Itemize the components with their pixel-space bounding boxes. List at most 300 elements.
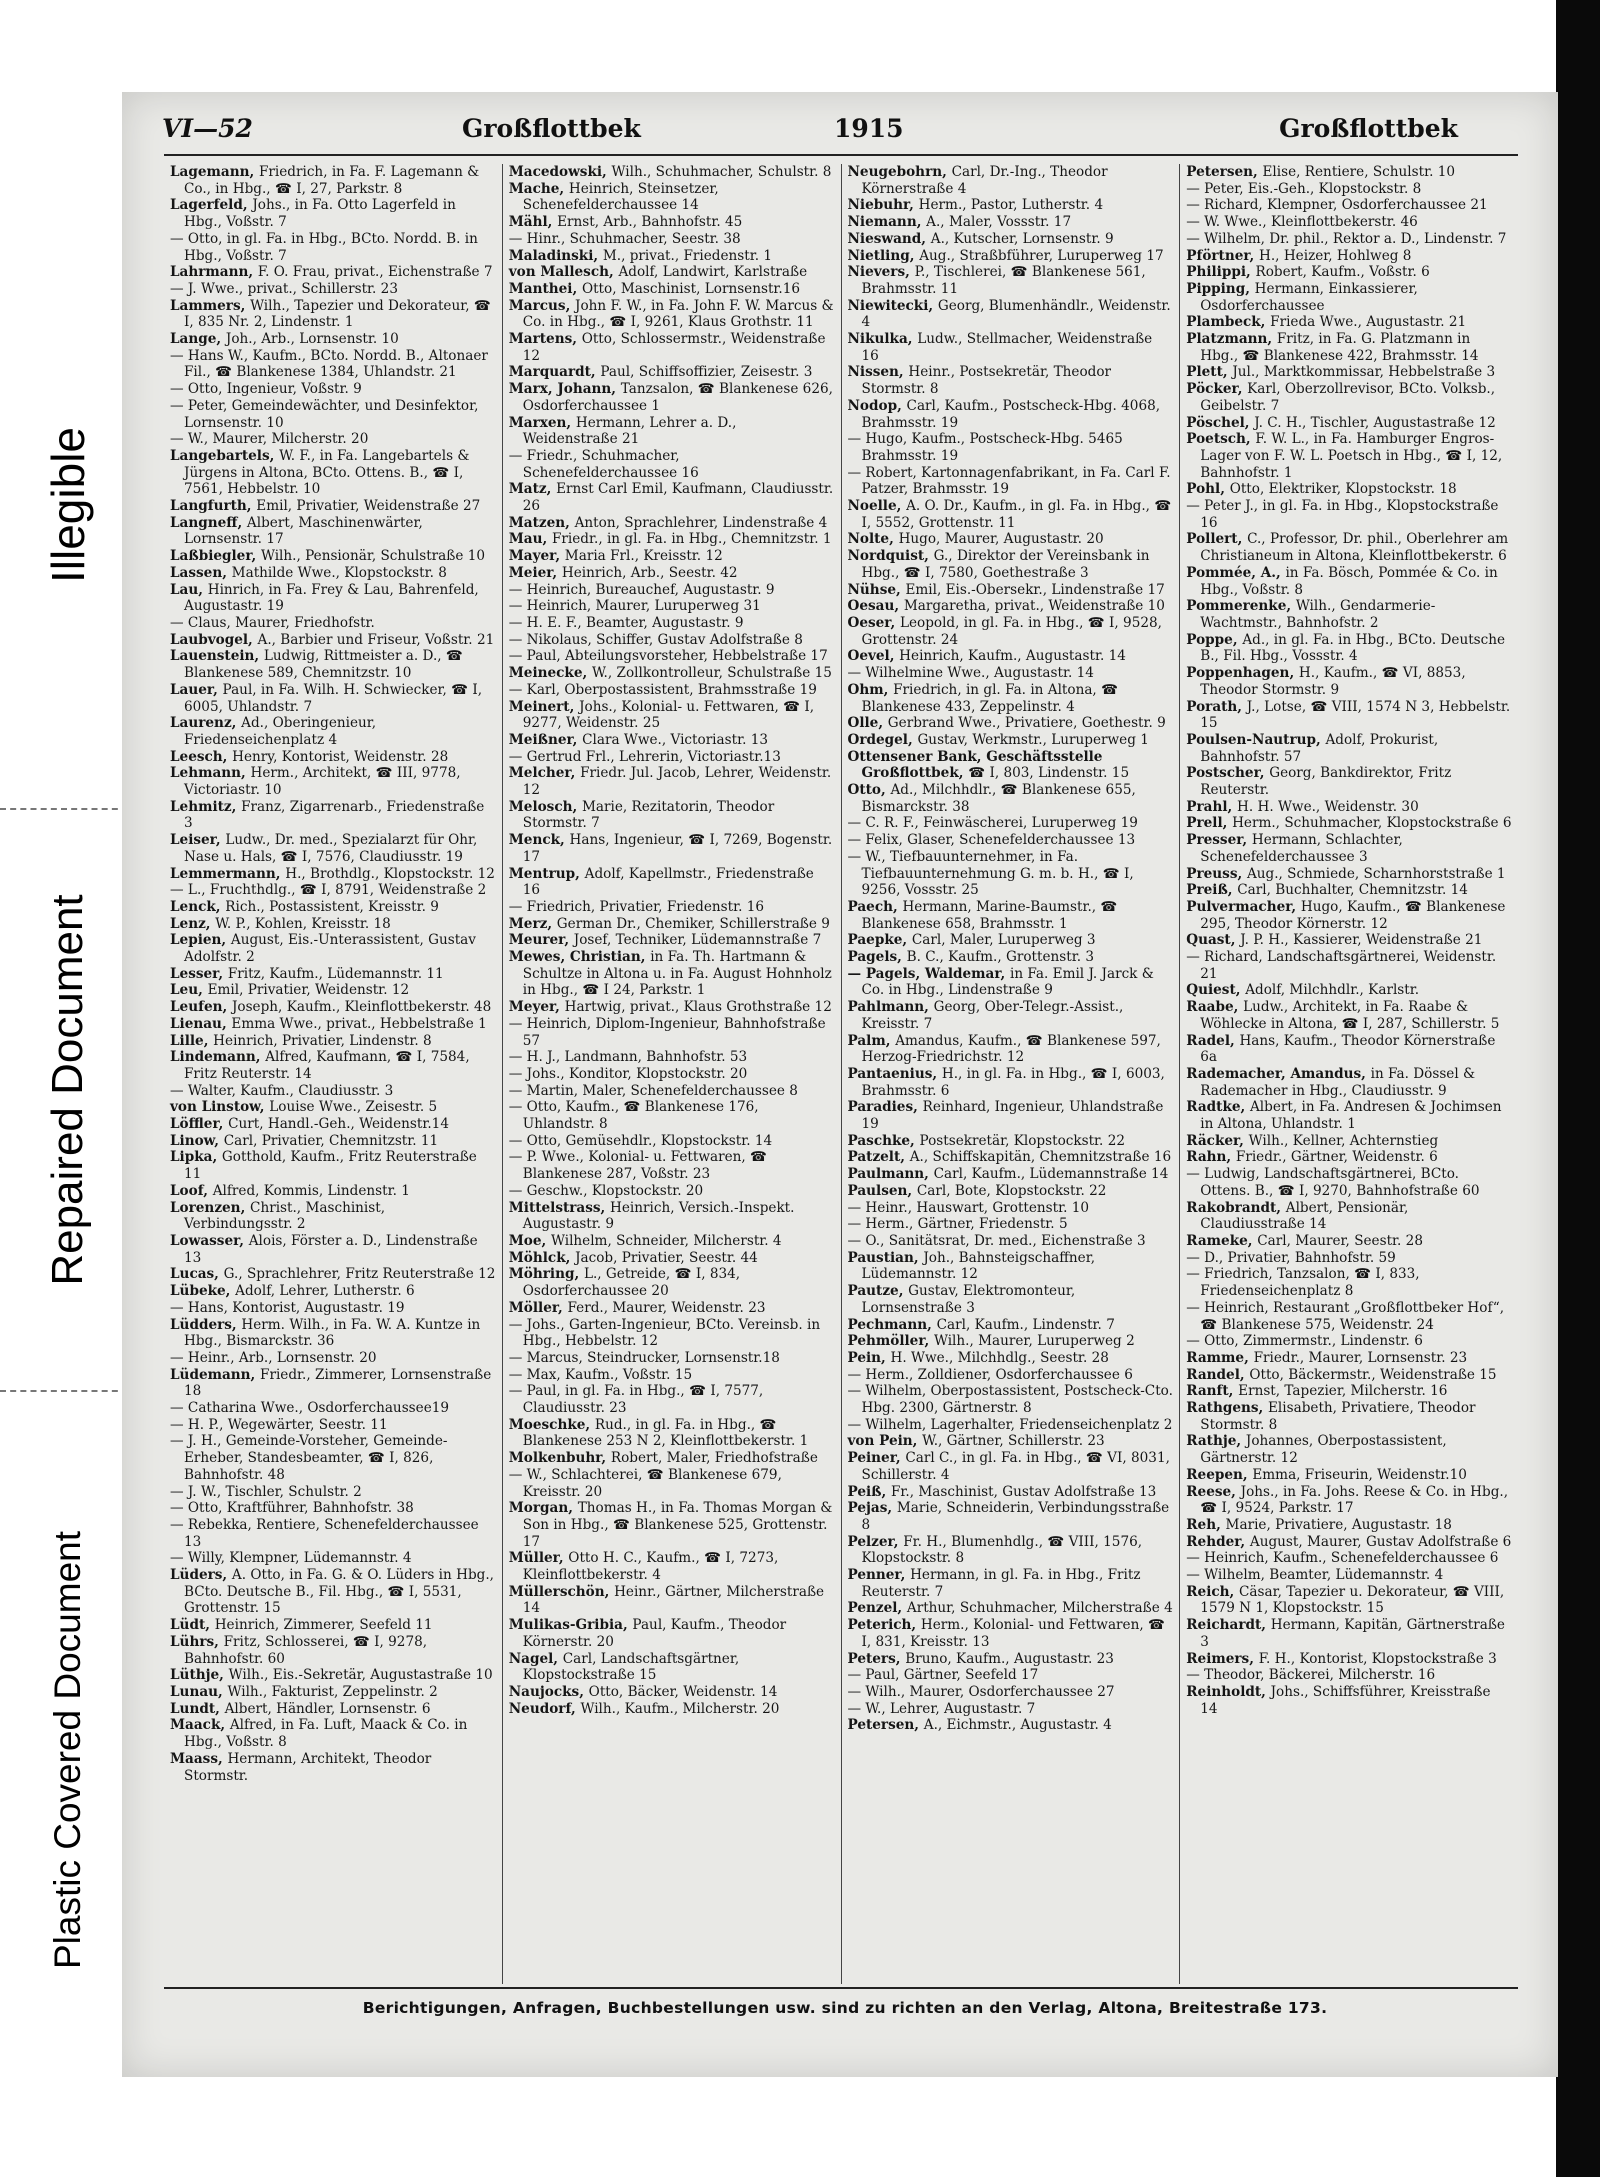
directory-entry (509, 1651, 835, 1684)
entry-name: von Pein, (847, 1433, 923, 1450)
entry-details: — Nikolaus, Schiffer, Gustav Adolfstraße 8 (508, 631, 803, 648)
entry-details: Alfred, in Fa. Luft, Maack & Co. in Hbg., Voßstr. 8 (184, 1717, 468, 1751)
entry-name: Pantaenius, (847, 1065, 942, 1082)
directory-entry (848, 465, 1174, 498)
directory-entry (509, 1383, 835, 1416)
entry-details: Heinrich, Privatier, Lindenstr. 8 (213, 1032, 432, 1049)
entry-name: Lundt, (170, 1700, 225, 1717)
entry-name: Lauer, (170, 681, 223, 698)
directory-entry (1186, 264, 1512, 281)
entry-details: — Otto, Kraftführer, Bahnhofstr. 38 (170, 1500, 414, 1517)
publisher-footer-note: Berichtigungen, Anfragen, Buchbestellungen usw. sind zu richten an den Verlag, Altona, Breitestraße 173. (362, 1999, 1328, 2017)
directory-entry (170, 231, 496, 264)
entry-details: A., Kutscher, Lornsenstr. 9 (930, 230, 1114, 247)
entry-name: Meurer, (508, 932, 574, 949)
directory-entry (170, 1183, 496, 1200)
directory-entry (848, 899, 1174, 932)
entry-name: Lille, (170, 1032, 214, 1049)
entry-details: Hans, Ingenieur, ☎ I, 7269, Bogenstr. 17 (522, 832, 833, 865)
entry-details: Marie, Privatiere, Augustastr. 18 (1225, 1516, 1452, 1533)
entry-name: Nietling, (847, 247, 920, 264)
entry-name: Rathje, (1186, 1433, 1246, 1450)
directory-entry (509, 1300, 835, 1317)
entry-details: Friedrich, in gl. Fa. in Altona, ☎ Blankenese 433, Zeppelinstr. 4 (861, 681, 1118, 715)
entry-name: Reese, (1186, 1483, 1241, 1500)
entry-details: — Wilhelm, Oberpostassistent, Postscheck-Cto. Hbg. 2300, Gärtnerstr. 8 (847, 1383, 1173, 1417)
entry-details: — Paul, in gl. Fa. in Hbg., ☎ I, 7577, Claudiusstr. 23 (508, 1383, 764, 1417)
entry-details: Ernst, Arb., Bahnhofstr. 45 (557, 214, 743, 231)
directory-entry (848, 1216, 1174, 1233)
entry-details: August, Maurer, Gustav Adolfstraße 6 (1249, 1533, 1512, 1550)
directory-entry (848, 1417, 1174, 1434)
entry-name: Ohm, (847, 681, 894, 698)
directory-entry (1186, 932, 1512, 949)
entry-details: Georg, Ober-Telegr.-Assist., Kreisstr. 7 (861, 999, 1124, 1032)
directory-entry (509, 1016, 835, 1049)
entry-details: — Hugo, Kaufm., Postscheck-Hbg. 5465 Brahmsstr. 19 (847, 431, 1123, 464)
directory-entry (170, 1016, 496, 1033)
directory-entry (170, 1283, 496, 1300)
directory-entry (509, 1266, 835, 1299)
directory-entry (170, 281, 496, 298)
entry-details: Adolf, Kapellmstr., Friedenstraße 16 (522, 865, 814, 899)
entry-name: Pechmann, (847, 1316, 937, 1333)
directory-entry (1186, 531, 1512, 564)
entry-details: Marie, Schneiderin, Verbindungsstraße 8 (861, 1500, 1170, 1533)
entry-details: ☎ I, 803, Lindenstr. 15 (968, 765, 1130, 782)
entry-details: — O., Sanitätsrat, Dr. med., Eichenstraße 3 (847, 1233, 1146, 1249)
entry-details: Hermann, in gl. Fa. in Hbg., Fritz Reuterstr. 7 (861, 1567, 1141, 1600)
entry-details: — Richard, Landschaftsgärtnerei, Weidenstr. 21 (1186, 949, 1497, 982)
directory-entry (170, 1049, 496, 1082)
directory-entry (509, 1367, 835, 1384)
directory-entry (848, 1283, 1174, 1316)
directory-entry (509, 181, 835, 214)
entry-name: Nolte, (847, 531, 899, 548)
directory-entry (848, 999, 1174, 1032)
entry-name: Meier, (508, 564, 562, 581)
entry-name: Lowasser, (170, 1233, 249, 1249)
directory-entry (170, 715, 496, 748)
entry-details: Friedr., in gl. Fa. in Hbg., Chemnitzstr. 1 (551, 531, 832, 548)
entry-name: Presser, (1186, 832, 1252, 849)
directory-entry (509, 582, 835, 599)
entry-details: — Friedrich, Tanzsalon, ☎ I, 833, Friedenseichenplatz 8 (1186, 1266, 1420, 1300)
entry-details: Ad., Milchhdlr., ☎ Blankenese 655, Bismarckstr. 38 (861, 782, 1136, 815)
directory-entry (848, 582, 1174, 599)
directory-entry (1186, 1383, 1512, 1400)
entry-details: Otto, Maschinist, Lornsenstr.16 (581, 280, 801, 297)
entry-details: Johs., Schiffsführer, Kreisstraße 14 (1200, 1683, 1491, 1717)
entry-details: Jul., Marktkommissar, Hebbelstraße 3 (1232, 364, 1496, 381)
directory-entry (848, 1500, 1174, 1533)
entry-name: Mähl, (508, 214, 558, 231)
directory-entry (848, 1600, 1174, 1617)
entry-name: Marxen, (508, 414, 576, 431)
directory-entry (170, 1517, 496, 1550)
entry-details: Wilh., Schuhmacher, Schulstr. 8 (611, 164, 832, 180)
entry-name: Lenck, (170, 898, 226, 915)
label-illegible: Illegible (42, 427, 94, 583)
entry-details: — Wilh., Maurer, Osdorferchaussee 27 (847, 1683, 1115, 1700)
directory-entry (848, 498, 1174, 531)
entry-details: H., Brothdlg., Klopstockstr. 12 (285, 865, 495, 882)
directory-entry (509, 632, 835, 649)
directory-entry (509, 832, 835, 865)
entry-details: Gustav, Werkmstr., Luruperweg 1 (917, 731, 1149, 748)
directory-entry (509, 1617, 835, 1650)
entry-name: Poetsch, (1186, 431, 1256, 448)
entry-details: — Peter J., in gl. Fa. in Hbg., Klopstockstraße 16 (1186, 498, 1499, 531)
entry-details: J., Lotse, ☎ VIII, 1574 N 3, Hebbelstr. 15 (1200, 698, 1511, 732)
entry-name: Merz, (508, 915, 557, 932)
directory-entry (1186, 1667, 1512, 1684)
entry-details: — Claus, Maurer, Friedhofstr. (170, 614, 375, 631)
directory-entry (509, 448, 835, 481)
entry-name: Räcker, (1186, 1132, 1249, 1149)
directory-entry (1186, 164, 1512, 181)
entry-name: Pommée, A., (1186, 564, 1286, 581)
directory-entry (509, 932, 835, 949)
header-right-title: Großflottbek (1279, 114, 1458, 143)
directory-entry (509, 615, 835, 632)
entry-details: Ludwig, Rittmeister a. D., ☎ Blankenese 589, Chemnitzstr. 10 (184, 648, 463, 682)
entry-name: Ottensener Bank, Geschäftsstelle Großflottbek, (847, 748, 1103, 782)
directory-entry (848, 849, 1174, 899)
entry-name: Lahrmann, (170, 264, 258, 281)
entry-name: Möhlck, (508, 1249, 576, 1266)
directory-entry (1186, 1166, 1512, 1199)
directory-entry (509, 381, 835, 414)
entry-details: Thomas H., in Fa. Thomas Morgan & Son in Hbg., ☎ Blankenese 525, Grottenstr. 17 (522, 1500, 833, 1550)
entry-details: — L., Fruchthdlg., ☎ I, 8791, Weidenstraße 2 (170, 882, 487, 899)
entry-details: Georg, Bankdirektor, Fritz Reuterstr. (1200, 765, 1452, 799)
entry-name: Rathgens, (1186, 1400, 1268, 1417)
entry-details: Hermann, Schlachter, Schenefelderchaussee 3 (1200, 832, 1403, 865)
entry-name: Menck, (508, 832, 570, 849)
directory-entry (848, 1350, 1174, 1367)
directory-entry (170, 1116, 496, 1133)
directory-entry (1186, 1617, 1512, 1650)
entry-details: — Johs., Garten-Ingenieur, BCto. Vereinsb. in Hbg., Hebbelstr. 12 (508, 1316, 821, 1350)
entry-details: August, Eis.-Unterassistent, Gustav Adolfstr. 2 (184, 932, 476, 966)
entry-details: Carl, Privatier, Chemnitzstr. 11 (223, 1132, 439, 1149)
directory-entry (509, 1550, 835, 1583)
entry-name: Lemmermann, (170, 865, 286, 882)
entry-name: Mau, (508, 531, 552, 548)
directory-entry (848, 1033, 1174, 1066)
entry-details: Emil, Eis.-Obersekr., Lindenstraße 17 (905, 581, 1165, 598)
directory-entry (1186, 832, 1512, 865)
directory-entry (170, 1400, 496, 1417)
entry-name: Langneff, (170, 514, 247, 531)
directory-entry (848, 264, 1174, 297)
entry-details: — Geschw., Klopstockstr. 20 (508, 1182, 704, 1199)
entry-name: Oesau, (847, 598, 904, 615)
directory-entry (1186, 632, 1512, 665)
entry-details: Georg, Blumenhändlr., Weidenstr. 4 (861, 297, 1171, 331)
directory-entry (1186, 1517, 1512, 1534)
entry-name: Niemann, (847, 214, 927, 231)
entry-name: Petersen, (1186, 164, 1263, 180)
entry-details: J. P. H., Kassierer, Weidenstraße 21 (1240, 932, 1483, 949)
entry-details: — Heinr., Hauswart, Grottenstr. 10 (847, 1199, 1090, 1216)
directory-entry (1186, 982, 1512, 999)
entry-details: — Paul, Abteilungsvorsteher, Hebbelstraße 17 (508, 648, 828, 665)
directory-entry (848, 1099, 1174, 1132)
entry-details: F. W. L., in Fa. Hamburger Engros-Lager von F. W. L. Poetsch in Hbg., ☎ I, 12, Bahnhofstr. 1 (1200, 431, 1503, 481)
entry-details: Herm., Kolonial- und Fettwaren, ☎ I, 831, Kreisstr. 13 (861, 1617, 1165, 1650)
directory-entry (848, 782, 1174, 815)
entry-name: Linow, (170, 1132, 224, 1149)
directory-entry (1186, 1066, 1512, 1099)
directory-entry (170, 1717, 496, 1750)
directory-entry (1186, 1233, 1512, 1250)
directory-entry (848, 364, 1174, 397)
entry-name: Marquardt, (508, 364, 601, 381)
entry-details: Gustav, Elektromonteur, Lornsenstraße 3 (861, 1283, 1076, 1316)
footer-rule (164, 1987, 1518, 1989)
entry-details: A., Maler, Vossstr. 17 (926, 214, 1072, 231)
entry-details: Adolf, Landwirt, Karlstraße (618, 264, 808, 281)
label-plastic-covered-document: Plastic Covered Document (47, 1530, 88, 1970)
entry-name: Paustian, (847, 1249, 924, 1266)
directory-entry (1186, 1651, 1512, 1668)
entry-details: Fr. H., Blumenhdlg., ☎ VIII, 1576, Klopstockstr. 8 (861, 1533, 1143, 1567)
entry-details: — Herm., Zolldiener, Osdorferchaussee 6 (847, 1366, 1133, 1383)
directory-entry (170, 498, 496, 515)
directory-entry (170, 899, 496, 916)
entry-details: — Marcus, Steindrucker, Lornsenstr.18 (508, 1349, 780, 1366)
entry-details: — J. W., Tischler, Schulstr. 2 (170, 1483, 362, 1500)
directory-entry (170, 882, 496, 899)
entry-name: Prell, (1186, 815, 1233, 832)
entry-details: in Fa. Bösch, Pommée & Co. in Hbg., Voßstr. 8 (1200, 564, 1498, 598)
entry-details: Aug., Schmiede, Scharnhorststraße 1 (1246, 865, 1506, 882)
directory-entry (509, 231, 835, 248)
entry-details: Rich., Postassistent, Kreisstr. 9 (225, 898, 439, 915)
entry-details: Frieda Wwe., Augustastr. 21 (1270, 314, 1467, 331)
entry-name: Peterich, (847, 1617, 921, 1634)
entry-details: Otto, Schlossermstr., Weidenstraße 12 (522, 331, 826, 364)
directory-entry (848, 331, 1174, 364)
directory-entry (509, 866, 835, 899)
directory-entry (1186, 1099, 1512, 1132)
entry-details: Carl, Maurer, Seestr. 28 (1257, 1233, 1423, 1249)
entry-name: Matzen, (508, 514, 575, 531)
divider-dashed (0, 1390, 128, 1392)
directory-entry (509, 749, 835, 766)
directory-entry (509, 214, 835, 231)
directory-entry (170, 648, 496, 681)
directory-entry (170, 1033, 496, 1050)
directory-entry (170, 1417, 496, 1434)
directory-entry (848, 548, 1174, 581)
entry-name: Lauenstein, (170, 648, 264, 665)
entry-name: Preuss, (1186, 865, 1247, 882)
directory-entry (509, 598, 835, 615)
entry-details: Paul, Kaufm., Theodor Körnerstr. 20 (522, 1617, 787, 1650)
entry-name: Meyer, (508, 999, 565, 1016)
entry-name: Lübeke, (170, 1283, 236, 1300)
entry-details: — Heinrich, Bureauchef, Augustastr. 9 (508, 581, 775, 598)
directory-entry (170, 164, 496, 197)
entry-details: — Otto, Gemüsehdlr., Klopstockstr. 14 (508, 1132, 773, 1149)
directory-entry (1186, 331, 1512, 364)
directory-entry (848, 197, 1174, 214)
entry-details: Anton, Sprachlehrer, Lindenstraße 4 (574, 514, 828, 531)
entry-name: Pehmöller, (847, 1333, 934, 1350)
entry-details: Hermann, Marine-Baumstr., ☎ Blankenese 658, Brahmsstr. 1 (861, 898, 1118, 932)
entry-details: — Heinrich, Kaufm., Schenefelderchaussee 6 (1186, 1550, 1499, 1567)
directory-entry (170, 999, 496, 1016)
entry-details: Maria Frl., Kreisstr. 12 (564, 548, 723, 565)
entry-name: Reimers, (1186, 1650, 1259, 1667)
entry-name: Paech, (847, 898, 903, 915)
entry-details: Christ., Maschinist, Verbindungsstr. 2 (184, 1199, 386, 1233)
entry-details: Johs., in Fa. Johs. Reese & Co. in Hbg., ☎ I, 9524, Parkstr. 17 (1200, 1483, 1509, 1517)
directory-entry (1186, 1300, 1512, 1333)
directory-entry (848, 1317, 1174, 1334)
entry-details: — Theodor, Bäckerei, Milcherstr. 16 (1186, 1667, 1436, 1684)
entry-name: Quast, (1186, 932, 1241, 949)
directory-column-4 (1180, 164, 1518, 1984)
entry-details: Mathilde Wwe., Klopstockstr. 8 (231, 564, 447, 581)
entry-details: Heinr., Gärtner, Milcherstraße 14 (522, 1583, 825, 1617)
directory-entry (509, 298, 835, 331)
directory-entry (848, 1183, 1174, 1200)
entry-details: Franz, Zigarrenarb., Friedenstraße 3 (184, 798, 485, 832)
entry-details: John F. W., in Fa. John F. W. Marcus & Co. in Hbg., ☎ I, 9261, Klaus Grothstr. 11 (522, 297, 834, 331)
directory-entry (170, 398, 496, 431)
entry-details: Arthur, Schuhmacher, Milcherstraße 4 (906, 1600, 1173, 1617)
entry-name: Pahlmann, (847, 999, 934, 1016)
entry-name: Noelle, (847, 498, 907, 515)
entry-name: Penner, (847, 1567, 911, 1584)
directory-entry (848, 1333, 1174, 1350)
entry-name: Lehmitz, (170, 798, 242, 815)
entry-details: — Johs., Konditor, Klopstockstr. 20 (508, 1065, 748, 1082)
entry-name: Rakobrandt, (1186, 1199, 1286, 1216)
entry-name: Lagerfeld, (170, 197, 253, 214)
directory-entry (1186, 1250, 1512, 1267)
entry-details: Ludw., Stellmacher, Weidenstraße 16 (861, 331, 1153, 364)
entry-details: Heinrich, Arb., Seestr. 42 (561, 564, 738, 581)
entry-name: Pagels, (847, 949, 907, 966)
entry-details: — Gertrud Frl., Lehrerin, Victoriastr.13 (508, 748, 781, 765)
entry-name: Laurenz, (170, 715, 242, 732)
entry-name: Pohl, (1186, 481, 1230, 498)
directory-entry (848, 1617, 1174, 1650)
directory-entry (509, 899, 835, 916)
entry-name: Melosch, (508, 798, 582, 815)
entry-name: Radtke, (1186, 1099, 1250, 1116)
entry-name: Plambeck, (1186, 314, 1271, 331)
directory-entry (1186, 799, 1512, 816)
directory-entry (1186, 765, 1512, 798)
entry-details: — Herm., Gärtner, Friedenstr. 5 (847, 1216, 1068, 1233)
entry-details: Paul, Schiffsoffizier, Zeisestr. 3 (600, 364, 813, 381)
entry-name: Marcus, (508, 297, 576, 314)
entry-details: Friedr. Jul. Jacob, Lehrer, Weidenstr. 12 (522, 765, 832, 799)
directory-entry (848, 932, 1174, 949)
directory-entry (509, 565, 835, 582)
entry-details: Otto, Elektriker, Klopstockstr. 18 (1229, 481, 1457, 498)
entry-details: — P. Wwe., Kolonial- u. Fettwaren, ☎ Blankenese 287, Voßstr. 23 (508, 1149, 767, 1183)
entry-details: G., Direktor der Vereinsbank in Hbg., ☎ I, 7580, Goethestraße 3 (861, 548, 1150, 581)
directory-entry (848, 1701, 1174, 1718)
entry-name: Rademacher, Amandus, (1186, 1065, 1371, 1082)
directory-entry (509, 415, 835, 448)
directory-entry (848, 1250, 1174, 1283)
entry-details: Heinrich, Zimmerer, Seefeld 11 (214, 1617, 433, 1634)
entry-name: Lepien, (170, 932, 231, 949)
directory-entry (1186, 1484, 1512, 1517)
entry-name: Lüdt, (170, 1617, 215, 1634)
entry-details: Carl, Dr.-Ing., Theodor Körnerstraße 4 (861, 164, 1108, 197)
entry-name: Martens, (508, 331, 582, 348)
entry-details: — Catharina Wwe., Osdorferchaussee19 (170, 1400, 450, 1417)
entry-name: Poppenhagen, (1186, 665, 1299, 682)
entry-details: Hans, Kaufm., Theodor Körnerstraße 6a (1200, 1032, 1496, 1066)
entry-details: Marie, Rezitatorin, Theodor Stormstr. 7 (522, 798, 775, 832)
entry-details: Johs., Kolonial- u. Fettwaren, ☎ I, 9277, Weidenstr. 25 (522, 698, 815, 732)
entry-name: Möhring, (508, 1266, 584, 1283)
entry-name: Nodop, (847, 397, 907, 414)
entry-name: Leu, (170, 982, 208, 999)
directory-entry (1186, 1400, 1512, 1433)
directory-entry (848, 615, 1174, 648)
directory-column-2 (503, 164, 842, 1984)
entry-name: Reich, (1186, 1583, 1239, 1600)
directory-entry (848, 715, 1174, 732)
entry-name: Nagel, (508, 1650, 563, 1667)
entry-details: — Martin, Maler, Schenefelderchaussee 8 (508, 1082, 798, 1099)
entry-details: Wilh., Gendarmerie-Wachtmstr., Bahnhofstr. 2 (1200, 598, 1436, 631)
entry-name: Macedowski, (508, 164, 612, 180)
directory-entry (509, 1317, 835, 1350)
entry-details: — W., Lehrer, Augustastr. 7 (847, 1700, 1036, 1717)
entry-details: Otto, Bäckermstr., Weidenstraße 15 (1249, 1366, 1497, 1383)
directory-entry (509, 799, 835, 832)
entry-name: Lange, (170, 331, 226, 348)
entry-name: Petersen, (847, 1717, 924, 1734)
directory-entry (170, 1751, 496, 1784)
entry-name: Ordegel, (847, 731, 918, 748)
entry-name: Löffler, (170, 1116, 229, 1133)
entry-name: Peters, (847, 1650, 906, 1667)
entry-details: Fritz, in Fa. G. Platzmann in Hbg., ☎ Blankenese 422, Brahmsstr. 14 (1200, 331, 1479, 364)
directory-entry (170, 749, 496, 766)
directory-entry (1186, 1584, 1512, 1617)
directory-entry (509, 481, 835, 514)
entry-name: Pollert, (1186, 531, 1248, 548)
entry-details: German Dr., Chemiker, Schillerstraße 9 (556, 915, 830, 932)
entry-details: Adolf, Lehrer, Lutherstr. 6 (235, 1283, 415, 1300)
entry-name: Lüders, (170, 1567, 232, 1584)
directory-entry (848, 598, 1174, 615)
directory-entry (509, 1233, 835, 1250)
directory-entry (1186, 1350, 1512, 1367)
entry-details: — Willy, Klempner, Lüdemannstr. 4 (170, 1550, 412, 1567)
entry-name: Reichardt, (1186, 1617, 1271, 1634)
entry-details: A., Barbier und Friseur, Voßstr. 21 (257, 631, 495, 648)
entry-name: Mittelstrass, (508, 1199, 611, 1216)
entry-name: Paschke, (847, 1132, 920, 1149)
entry-details: H. Wwe., Milchhdlg., Seestr. 28 (890, 1349, 1109, 1366)
entry-name: Rameke, (1186, 1233, 1258, 1249)
entry-details: W., Zollkontrolleur, Schulstraße 15 (591, 665, 832, 682)
